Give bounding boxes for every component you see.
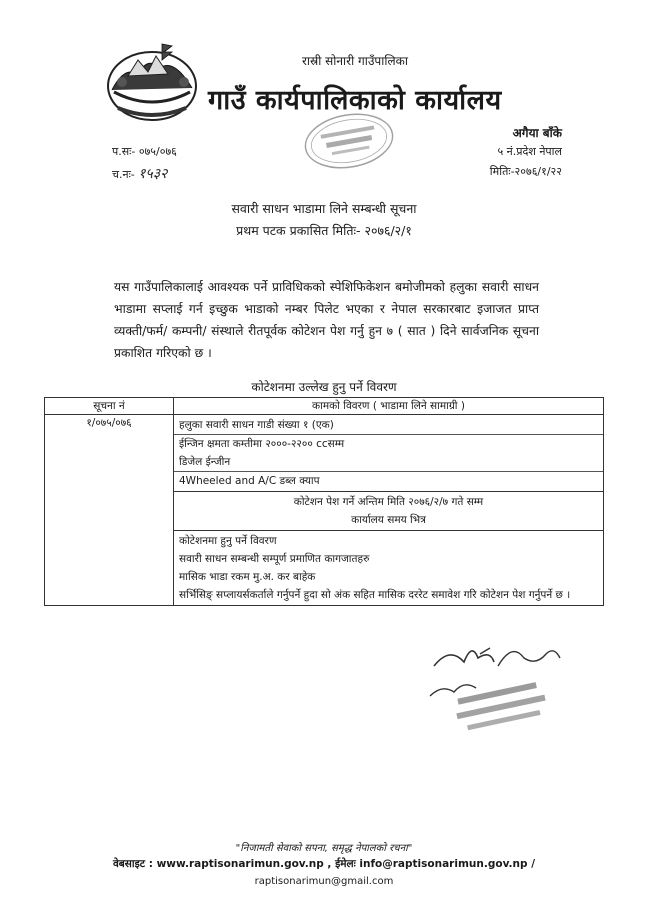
office-title: गाउँ कार्यपालिकाको कार्यालय bbox=[208, 85, 502, 116]
table-header-row bbox=[45, 398, 604, 415]
spec-line: डिजेल ईन्जीन bbox=[174, 453, 603, 472]
requirements-cell bbox=[174, 531, 604, 606]
municipality-name: रास्री सोनारी गाउँपालिका bbox=[302, 54, 408, 68]
office-province: ५ नं.प्रदेश नेपाल bbox=[497, 145, 562, 158]
footer-motto: "निजामती सेवाको सपना, समृद्ध नेपालको रचना" bbox=[235, 843, 413, 854]
spec-cell bbox=[174, 415, 604, 492]
office-stamp bbox=[300, 108, 398, 174]
table-row bbox=[45, 415, 604, 492]
requirement-line: कोटेशनमा हुनु पर्ने विवरण bbox=[179, 535, 277, 547]
chalani-number-row bbox=[112, 164, 167, 183]
requirement-line: मासिक भाडा रकम मु.अ. कर बाहेक bbox=[179, 571, 316, 583]
requirement-line: सर्भिसिङ् सप्लायर्सकर्ताले गर्नुपर्ने हुदा सो अंक सहित मासिक दररेट समावेश गरि कोटेशन पेश गर्नुपर्ने छ । bbox=[179, 589, 571, 601]
column-header: सूचना नं bbox=[45, 398, 174, 415]
notice-published-date: प्रथम पटक प्रकासित मितिः- २०७६/२/१ bbox=[236, 223, 412, 238]
letter-date: मितिः-२०७६/१/२२ bbox=[489, 165, 562, 178]
spec-line: हलुका सवारी साधन गाडी संख्या १ (एक) bbox=[174, 416, 603, 435]
spec-line: 4Wheeled and A/C डब्ल क्याप bbox=[179, 475, 320, 487]
deadline-cell bbox=[174, 492, 604, 531]
patra-sankhya: प.सः- ०७५/०७६ bbox=[112, 145, 177, 158]
deadline-line: कार्यालय समय भित्र bbox=[351, 514, 426, 526]
footer-email: raptisonarimun@gmail.com bbox=[254, 876, 394, 887]
chalani-label: च.नः- bbox=[112, 168, 135, 181]
table-caption: कोटेशनमा उल्लेख हुनु पर्ने विवरण bbox=[251, 380, 397, 394]
notice-title: सवारी साधन भाडामा लिने सम्बन्धी सूचना bbox=[231, 201, 417, 216]
office-place: अगैया बाँके bbox=[512, 126, 562, 140]
notice-body: यस गाउँपालिकालाई आवश्यक पर्ने प्राविधिकको स्पेशिफिकेशन बमोजीमको हलुका सवारी साधन भाडामा सप्लाई गर्न इच्छुक भाडाको नम्बर पिलेट भएका र नेपाल सरकारबाट इजाजत प्राप्त व्यक्ती/फर्म/ कम्पनी/ संस्थाले रीतपूर्वक कोटेशन पेश गर्नु हुन ७ ( सात ) दिने सार्वजनिक सूचना प्रकाशित गरिएको छ । bbox=[114, 280, 539, 360]
deadline-line: कोटेशन पेश गर्ने अन्तिम मिति २०७६/२/७ गते सम्म bbox=[293, 496, 484, 508]
nepal-emblem-icon bbox=[104, 38, 200, 124]
quotation-table bbox=[44, 397, 604, 606]
chalani-number: १५३२ bbox=[138, 166, 168, 182]
signature-stamp bbox=[420, 636, 580, 746]
column-header: कामको विवरण ( भाडामा लिने सामाग्री ) bbox=[174, 398, 604, 415]
notice-number-cell: १/०७५/०७६ bbox=[45, 415, 174, 606]
spec-line: ईन्जिन क्षमता कम्तीमा २०००-२२०० ccसम्म bbox=[179, 438, 345, 450]
requirement-line: सवारी साधन सम्बन्धी सम्पूर्ण प्रमाणित कागजातहरु bbox=[179, 553, 370, 565]
footer-website: वेबसाइट : www.raptisonarimun.gov.np , ईमेलः info@raptisonarimun.gov.np / bbox=[112, 858, 536, 870]
